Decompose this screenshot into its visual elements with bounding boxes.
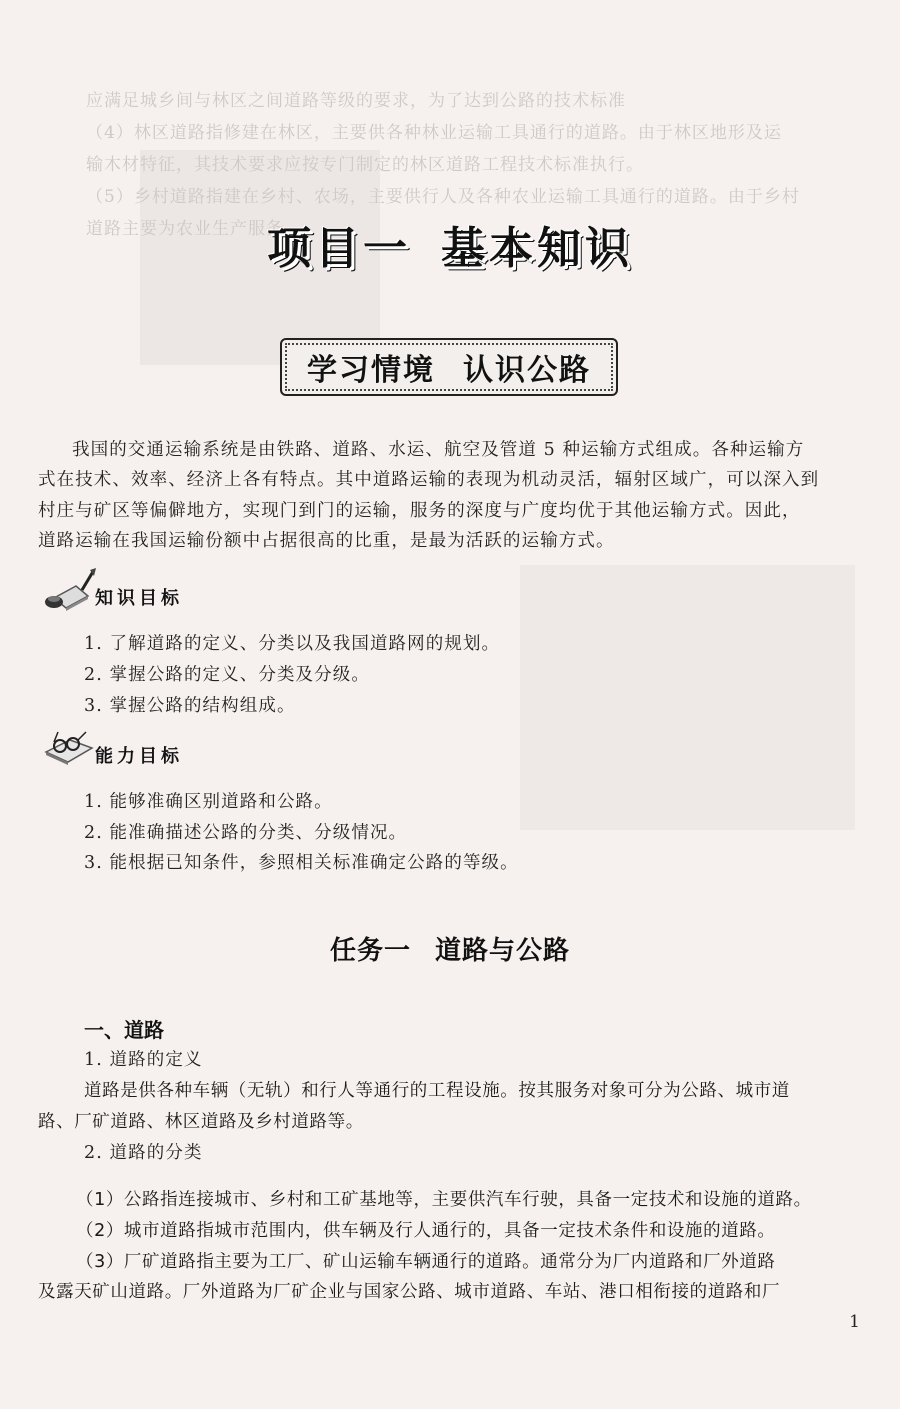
classification-line: （1）公路指连接城市、乡村和工矿基地等，主要供汽车行驶，具备一定技术和设施的道路。: [76, 1190, 812, 1210]
task-name: 道路与公路: [435, 936, 571, 966]
knowledge-objective-item: 3. 掌握公路的结构组成。: [84, 696, 296, 716]
project-title: [0, 212, 900, 276]
knowledge-objective-item: 1. 了解道路的定义、分类以及我国道路网的规划。: [84, 634, 501, 654]
ability-objective-item: 2. 能准确描述公路的分类、分级情况。: [84, 823, 408, 843]
glasses-book-icon: [42, 730, 96, 770]
classification-line: （2）城市道路指城市范围内，供车辆及行人通行的，具备一定技术条件和设施的道路。: [76, 1221, 776, 1241]
bleed-through-line: 应满足城乡间与林区之间道路等级的要求，为了达到公路的技术标准: [86, 91, 626, 111]
section-heading: 一、道路: [84, 1018, 164, 1042]
classification-line: 及露天矿山道路。厂外道路为厂矿企业与国家公路、城市道路、车站、港口相衔接的道路和厂: [38, 1282, 781, 1302]
page-number: 1: [849, 1312, 860, 1332]
subsection-heading: 2. 道路的分类: [84, 1143, 203, 1163]
subsection-heading: 1. 道路的定义: [84, 1050, 203, 1070]
bleed-through-line: 输木材特征，其技术要求应按专门制定的林区道路工程技术标准执行。: [86, 155, 644, 175]
bleed-through-line: 道路主要为农业生产服务: [86, 219, 284, 239]
scenario-name: 认识公路: [463, 353, 591, 388]
intro-paragraph-line: 我国的交通运输系统是由铁路、道路、水运、航空及管道 5 种运输方式组成。各种运输方: [72, 440, 805, 460]
learning-scenario-banner: [280, 338, 618, 396]
bleed-through-line: （4）林区道路指修建在林区，主要供各种林业运输工具通行的道路。由于林区地形及运: [86, 123, 782, 143]
intro-paragraph-line: 式在技术、效率、经济上各有特点。其中道路运输的表现为机动灵活，辐射区域广，可以深入到: [38, 470, 820, 490]
project-number: 项目一: [267, 223, 411, 274]
ability-objective-item: 1. 能够准确区别道路和公路。: [84, 792, 333, 812]
task-number: 任务一: [329, 936, 411, 966]
bleed-through-line: （5）乡村道路指建在乡村、农场，主要供行人及各种农业运输工具通行的道路。由于乡村: [86, 187, 800, 207]
scenario-label: 学习情境: [307, 353, 435, 388]
definition-paragraph-line: 道路是供各种车辆（无轨）和行人等通行的工程设施。按其服务对象可分为公路、城市道: [84, 1081, 790, 1101]
project-name: 基本知识: [441, 223, 633, 274]
bleed-through-figure: [520, 565, 855, 830]
knowledge-objective-item: 2. 掌握公路的定义、分类及分级。: [84, 665, 370, 685]
definition-paragraph-line: 路、厂矿道路、林区道路及乡村道路等。: [38, 1112, 364, 1132]
intro-paragraph-line: 道路运输在我国运输份额中占据很高的比重，是最为活跃的运输方式。: [38, 531, 615, 551]
intro-paragraph-line: 村庄与矿区等偏僻地方，实现门到门的运输，服务的深度与广度均优于其他运输方式。因此，: [38, 501, 801, 521]
ability-objectives-heading: 能力目标: [95, 746, 183, 767]
knowledge-objectives-heading: 知识目标: [95, 588, 183, 609]
classification-line: （3）厂矿道路指主要为工厂、矿山运输车辆通行的道路。通常分为厂内道路和厂外道路: [76, 1252, 776, 1272]
task-title: [0, 930, 900, 967]
ink-pen-book-icon: [40, 568, 96, 616]
ability-objective-item: 3. 能根据已知条件，参照相关标准确定公路的等级。: [84, 853, 519, 873]
